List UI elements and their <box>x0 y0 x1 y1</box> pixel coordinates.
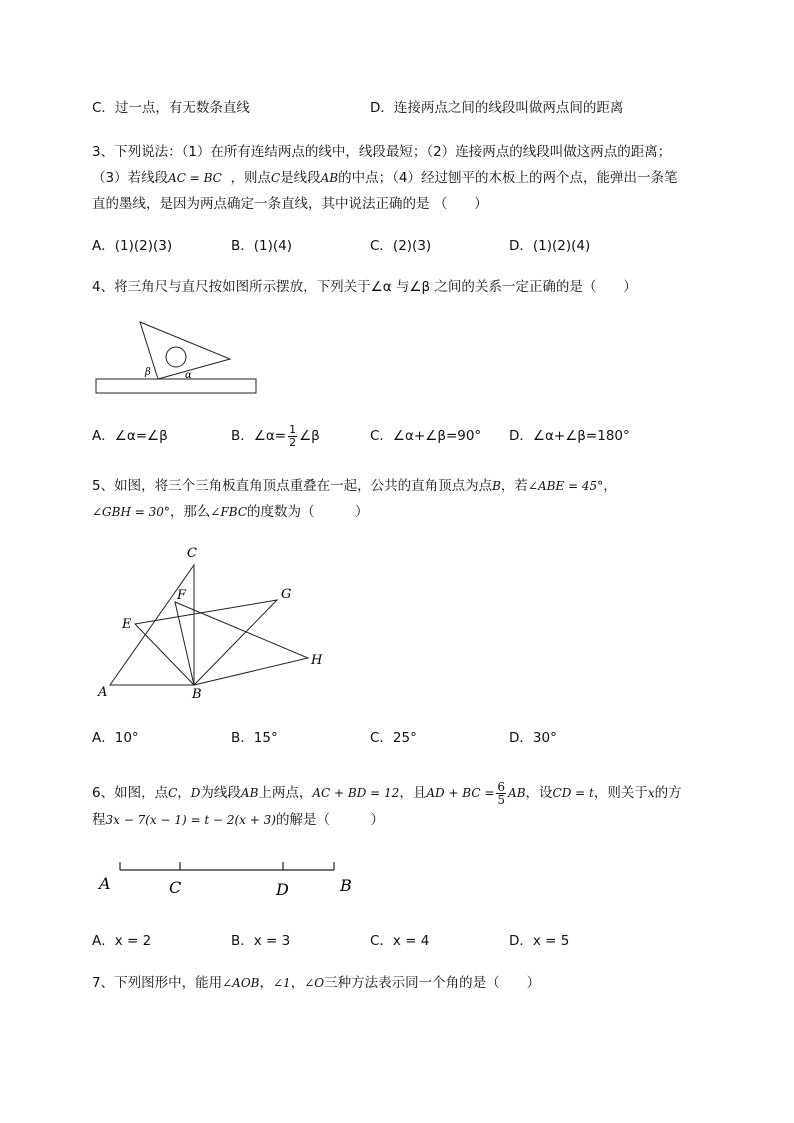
q3-text-d: 是线段 <box>280 170 321 186</box>
q4-option-d: D．∠α+∠β=180° <box>509 428 630 444</box>
q6-segment-ab: AB <box>240 786 259 800</box>
q3-stem-line2 <box>92 168 677 188</box>
q6-text-p: 的方 <box>654 785 682 801</box>
q6-text-l: ，设 <box>525 785 553 801</box>
q6-text-cheng: 程 <box>92 812 106 828</box>
label-a: A <box>99 874 111 893</box>
q5-figure <box>90 540 340 705</box>
q6-option-d: D．x = 5 <box>509 933 570 949</box>
q4-option-b-prefix: B．∠α= <box>231 428 287 444</box>
q5-stem-line2 <box>92 502 369 522</box>
q3-text-b: ，则点 <box>230 170 271 186</box>
q7-text-g: 三种方法表示同一个角的是（ ） <box>324 975 541 991</box>
beta-label: β <box>145 367 151 378</box>
q6-option-c: C．x = 4 <box>370 933 430 949</box>
q5-angle-gbh: ∠GBH = 30° <box>92 505 170 519</box>
q3-option-b: B．(1)(4) <box>231 238 293 254</box>
q3-text-f: 的中点；（4）经过刨平的木板上的两个点，能弹出一条笔 <box>338 170 678 186</box>
label-g: G <box>281 587 292 602</box>
q4-option-b-suffix: ∠β <box>299 428 320 444</box>
ruler <box>96 379 256 393</box>
q6-point-d: D <box>190 786 201 800</box>
q5-text-c: ，若 <box>500 478 528 494</box>
q6-var-x: x <box>647 786 655 800</box>
q6-text-i: ，且 <box>399 785 427 801</box>
q3-option-c: C．(2)(3) <box>370 238 432 254</box>
label-d: D <box>276 880 289 899</box>
fraction-denominator: 5 <box>497 792 506 807</box>
q3-stem-line3: 直的墨线，是因为两点确定一条直线，其中说法正确的是 （ ） <box>92 196 488 212</box>
q7-angle-1: ∠1 <box>272 976 291 990</box>
q5-option-d: D．30° <box>509 730 557 746</box>
q7-text-c: ， <box>259 975 273 991</box>
q6-text-a: 6、如图，点 <box>92 785 169 801</box>
q3-text-a: （3）若线段 <box>92 170 169 186</box>
label-h: H <box>311 653 323 668</box>
q7-angle-o: ∠O <box>304 976 325 990</box>
q4-option-a: A．∠α=∠β <box>92 428 168 444</box>
q6-option-b: B．x = 3 <box>231 933 291 949</box>
q5-text-b: ，那么 <box>169 504 211 520</box>
q6-option-a: A．x = 2 <box>92 933 152 949</box>
q6-point-c: C <box>168 786 178 800</box>
q7-angle-aob: ∠AOB <box>222 976 260 990</box>
q2-option-d: D．连接两点之间的线段叫做两点间的距离 <box>370 100 624 116</box>
q3-point-c: C <box>270 171 281 185</box>
q5-stem-line1 <box>92 476 617 496</box>
label-a: A <box>98 685 108 700</box>
q5-option-b: B．15° <box>231 730 278 746</box>
q4-figure <box>90 315 270 400</box>
q5-angle-fbc: ∠FBC <box>210 505 247 519</box>
label-c: C <box>169 878 182 897</box>
fraction-denominator: 2 <box>289 435 297 449</box>
q6-fraction <box>496 781 506 806</box>
label-b: B <box>192 687 202 702</box>
q6-text-answer: 的解是（ ） <box>275 812 384 828</box>
q5-text-e: ， <box>603 478 617 494</box>
q4-option-c: C．∠α+∠β=90° <box>370 428 482 444</box>
q3-stem-line1: 3、下列说法：（1）在所有连结两点的线中，线段最短；（2）连接两点的线段叫做这两点的距离； <box>92 144 672 160</box>
q6-eq-cd: CD = t <box>552 786 594 800</box>
label-c: C <box>187 546 197 561</box>
q6-segment-ab-2: AB <box>508 786 526 800</box>
fraction-numerator: 1 <box>289 422 297 436</box>
q2-option-c: C．过一点，有无数条直线 <box>92 100 250 116</box>
label-f: F <box>177 588 187 603</box>
triangle-fbh <box>175 602 308 685</box>
q5-point-b: B <box>492 479 501 493</box>
q3-eq: AC = BC <box>168 171 222 185</box>
q7-text-a: 7、下列图形中，能用 <box>92 975 223 991</box>
q6-equation: 3x − 7(x − 1) = t − 2(x + 3) <box>105 813 276 827</box>
q6-text-g: 上两点， <box>258 785 313 801</box>
q6-stem-line1 <box>92 778 682 808</box>
q5-text-a: 5、如图，将三个三角板直角顶点重叠在一起，公共的直角顶点为点 <box>92 478 493 494</box>
q7-text-e: ， <box>290 975 305 991</box>
q3-option-d: D．(1)(2)(4) <box>509 238 591 254</box>
alpha-label: α <box>185 370 192 381</box>
set-square-hole <box>166 347 186 367</box>
q5-option-a: A．10° <box>92 730 139 746</box>
q6-stem-line2 <box>92 810 384 830</box>
fraction-numerator: 6 <box>497 779 506 794</box>
q4-stem: 4、将三角尺与直尺按如图所示摆放，下列关于∠α 与∠β 之间的关系一定正确的是（ ） <box>92 279 637 295</box>
q6-text-n: ，则关于 <box>593 785 648 801</box>
q4-option-b <box>231 422 320 450</box>
triangle-ebg <box>135 600 277 685</box>
q6-text-e: 为线段 <box>200 785 241 801</box>
q7-stem <box>92 973 540 993</box>
label-e: E <box>122 617 132 632</box>
q4-option-b-fraction <box>288 424 297 449</box>
q5-text-d: 的度数为（ ） <box>247 504 369 520</box>
q6-text-c: ， <box>177 785 191 801</box>
q3-segment-ab: AB <box>320 171 339 185</box>
q6-figure <box>95 855 365 900</box>
q5-option-c: C．25° <box>370 730 417 746</box>
q5-angle-abe: ∠ABE = 45° <box>527 479 604 493</box>
q6-eq-ad-bc: AD + BC = <box>426 786 495 800</box>
label-b: B <box>340 876 352 895</box>
q3-option-a: A．(1)(2)(3) <box>92 238 173 254</box>
q6-eq-ac-bd: AC + BD = 12 <box>312 786 400 800</box>
